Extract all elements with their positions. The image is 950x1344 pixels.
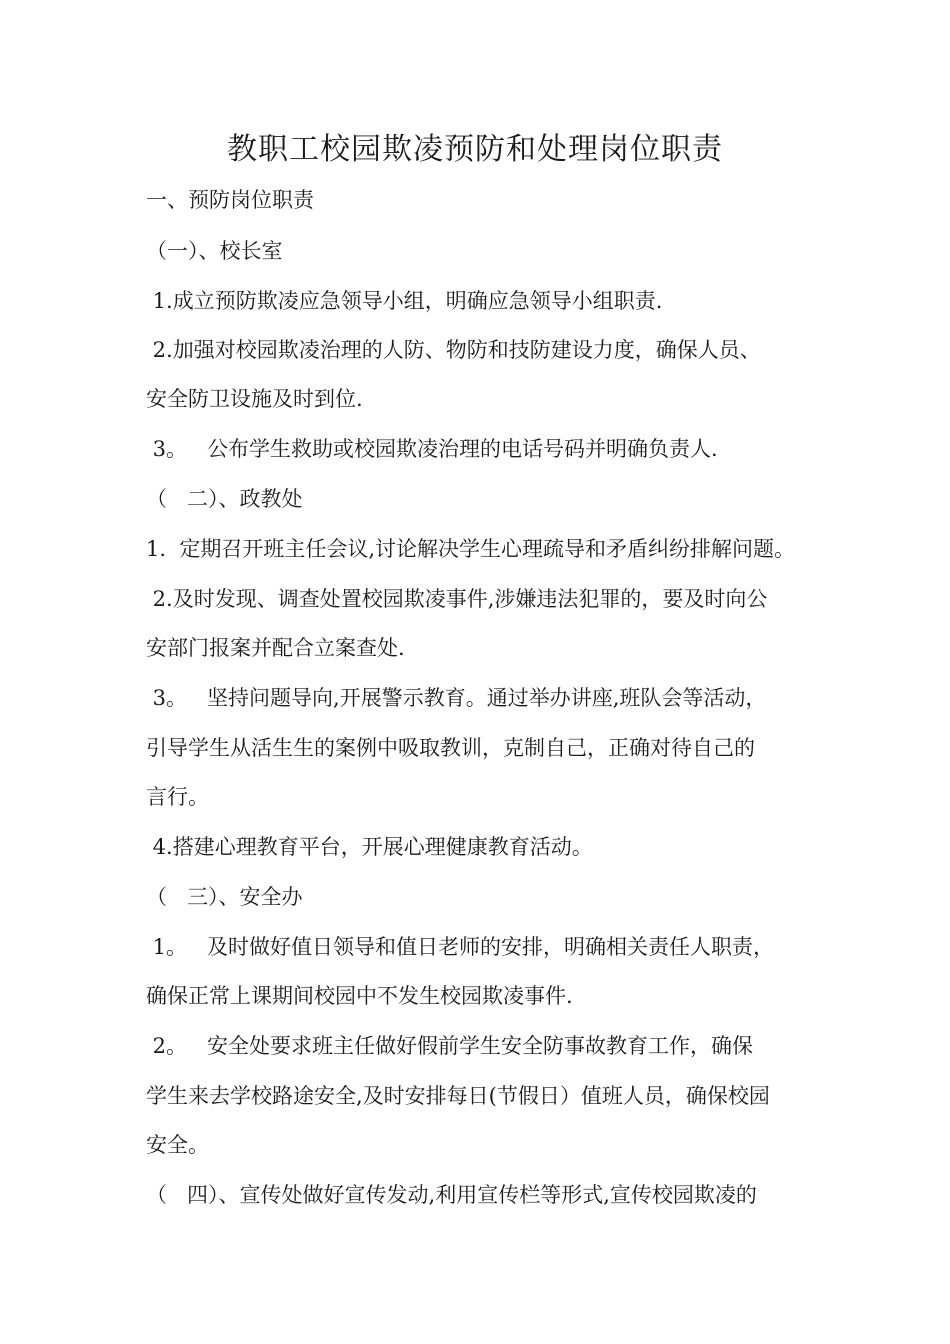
paragraph-line: 1。 及时做好值日领导和值日老师的安排，明确相关责任人职责， xyxy=(146,935,775,959)
subsection-heading-principal-office: （一）、校长室 xyxy=(146,239,283,263)
section-heading-prevention: 一、预防岗位职责 xyxy=(146,188,314,212)
paragraph-line: 确保正常上课期间校园中不发生校园欺凌事件. xyxy=(146,984,573,1008)
subsection-heading-political-education: （ 二）、政教处 xyxy=(146,487,303,511)
paragraph-line: 2。 安全处要求班主任做好假前学生安全防事故教育工作，确保 xyxy=(146,1034,754,1058)
paragraph-line: 安部门报案并配合立案查处. xyxy=(146,636,405,660)
subsection-heading-safety-office: （ 三）、安全办 xyxy=(146,885,303,909)
document-title: 教职工校园欺凌预防和处理岗位职责 xyxy=(227,132,723,167)
paragraph-line: 引导学生从活生生的案例中吸取教训，克制自己，正确对待自己的 xyxy=(146,736,755,760)
paragraph-line: 言行。 xyxy=(146,785,209,809)
paragraph-line: 学生来去学校路途安全,及时安排每日(节假日）值班人员，确保校园 xyxy=(146,1084,770,1108)
subsection-heading-publicity-office: （ 四）、宣传处做好宣传发动,利用宣传栏等形式,宣传校园欺凌的 xyxy=(146,1183,757,1207)
paragraph-line: 3。 公布学生救助或校园欺凌治理的电话号码并明确负责人. xyxy=(146,437,718,461)
paragraph-line: 2.及时发现、调查处置校园欺凌事件,涉嫌违法犯罪的，要及时向公 xyxy=(146,587,768,611)
paragraph-line: 1.成立预防欺凌应急领导小组，明确应急领导小组职责. xyxy=(146,289,663,313)
paragraph-line: 2.加强对校园欺凌治理的人防、物防和技防建设力度，确保人员、 xyxy=(146,338,761,362)
paragraph-line: 安全防卫设施及时到位. xyxy=(146,387,363,411)
paragraph-line: 3。 坚持问题导向,开展警示教育。通过举办讲座,班队会等活动， xyxy=(146,686,767,710)
paragraph-line: 1. 定期召开班主任会议,讨论解决学生心理疏导和矛盾纠纷排解问题。 xyxy=(146,537,796,561)
paragraph-line: 安全。 xyxy=(146,1133,209,1157)
paragraph-line: 4.搭建心理教育平台，开展心理健康教育活动。 xyxy=(146,835,593,859)
